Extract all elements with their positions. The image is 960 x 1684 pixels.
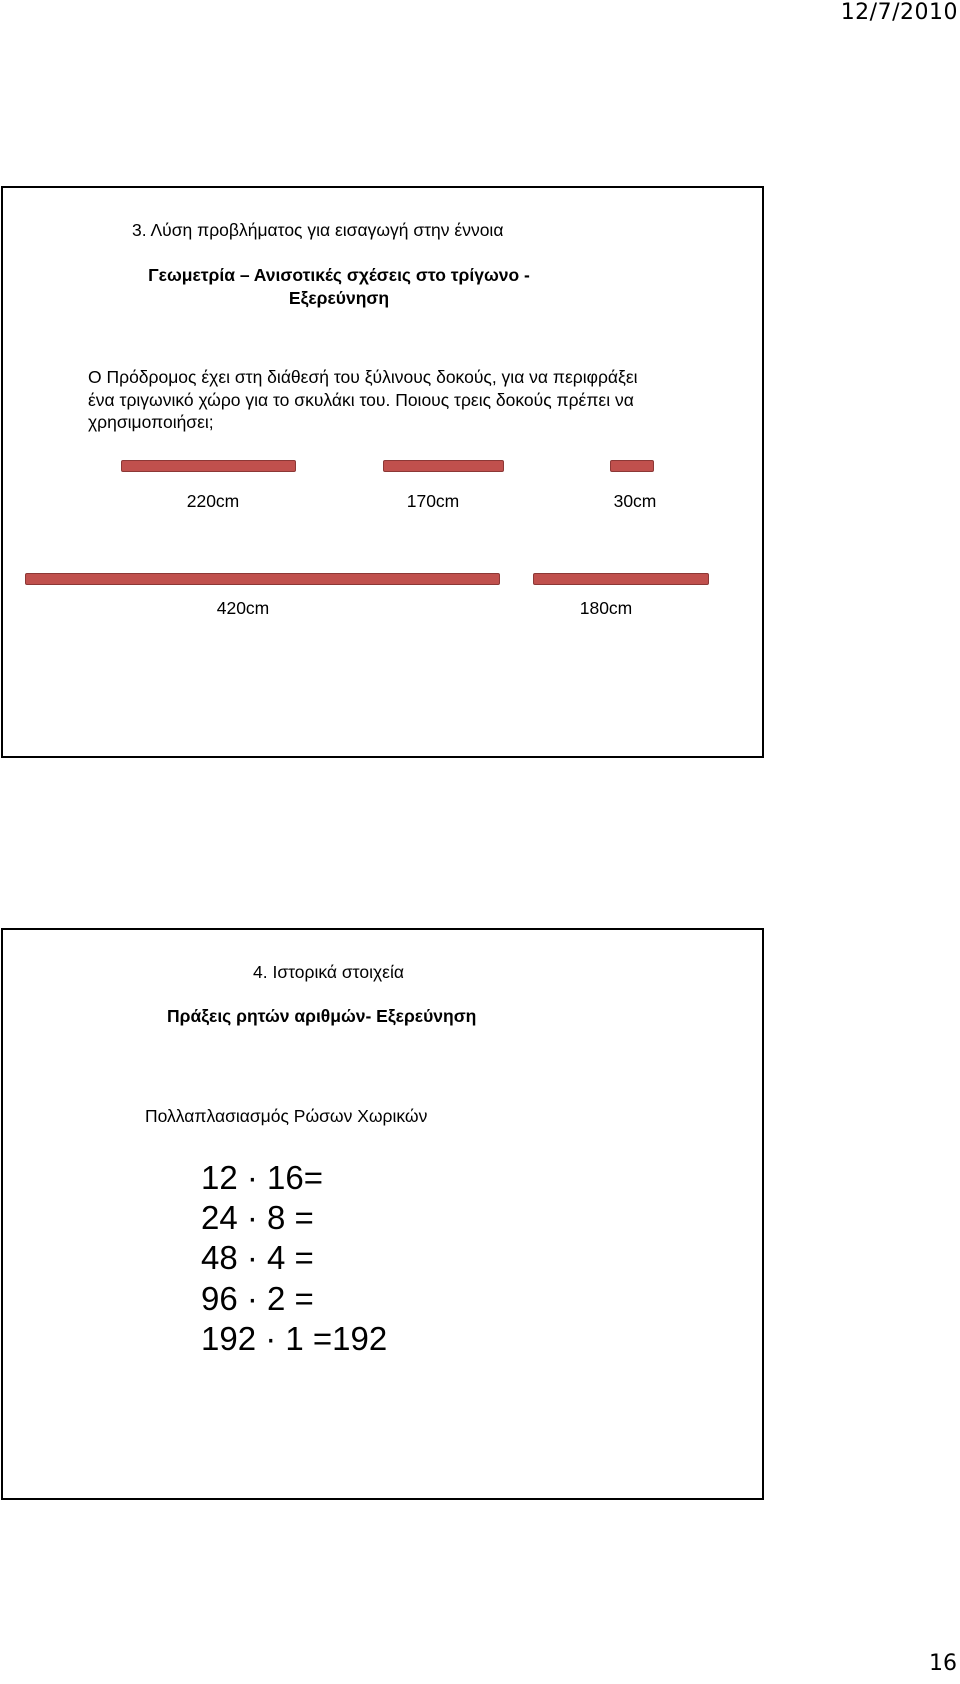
calc-line-3: 48 · 4 = — [201, 1239, 314, 1276]
beam-420cm — [25, 573, 500, 585]
calc-line-1: 12 · 16= — [201, 1159, 324, 1196]
beam-30cm — [610, 460, 654, 472]
beam-label-180cm: 180cm — [579, 598, 633, 618]
beam-170cm — [383, 460, 504, 472]
slide-title: Πράξεις ρητών αριθμών- Εξερεύνηση — [167, 1006, 477, 1026]
slide-heading: 4. Ιστορικά στοιχεία — [253, 962, 404, 982]
slide-triangle-inequality — [1, 186, 764, 758]
page-date: 12/7/2010 — [840, 0, 958, 25]
beam-label-30cm: 30cm — [613, 491, 657, 511]
beam-label-220cm: 220cm — [186, 491, 240, 511]
calc-line-5: 192 · 1 =192 — [201, 1320, 388, 1357]
calc-line-2: 24 · 8 = — [201, 1199, 314, 1236]
beam-label-420cm: 420cm — [216, 598, 270, 618]
beam-220cm — [121, 460, 296, 472]
page-number: 16 — [929, 1651, 957, 1676]
slide-subtitle: Πολλαπλασιασμός Ρώσων Χωρικών — [145, 1106, 428, 1126]
beam-180cm — [533, 573, 709, 585]
problem-text: Ο Πρόδρομος έχει στη διάθεσή του ξύλινους δοκούς, για να περιφράξει ένα τριγωνικό χώρο για το σκυλάκι του. Ποιους τρεις δοκούς πρέπει να χρησιμοποιήσει; — [88, 367, 638, 432]
calc-line-4: 96 · 2 = — [201, 1280, 314, 1317]
slide-heading: 3. Λύση προβλήματος για εισαγωγή στην έννοια — [132, 220, 504, 240]
slide-historical-facts — [1, 928, 764, 1500]
beam-label-170cm: 170cm — [406, 491, 460, 511]
slide-title: Γεωμετρία – Ανισοτικές σχέσεις στο τρίγωνο - Εξερεύνηση — [148, 265, 530, 308]
